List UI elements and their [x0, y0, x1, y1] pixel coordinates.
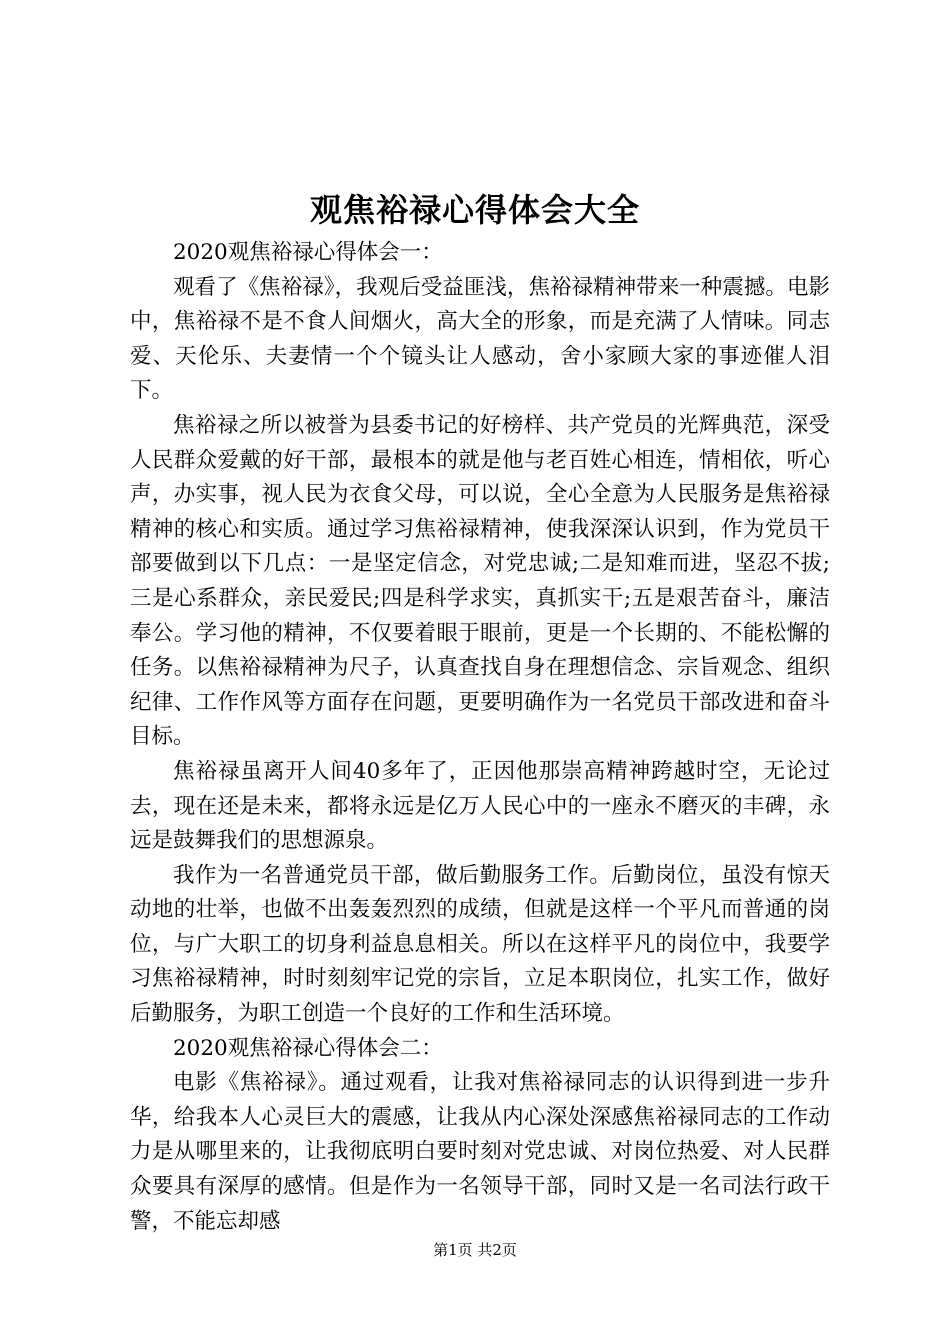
page-number-footer: 第1页 共2页 [433, 1241, 517, 1259]
document-title: 观焦裕禄心得体会大全 [309, 191, 640, 229]
paragraph: 焦裕禄之所以被誉为县委书记的好榜样、共产党员的光辉典范，深受人民群众爱戴的好干部，最根本的就是他与老百姓心相连，情相依，听心声，办实事，视人民为衣食父母，可以说，全心全意为人民服务是焦裕禄精神的核心和实质。通过学习焦裕禄精神，使我深深认识到，作为党员干部要做到以下几点：一是坚定信念，对党忠诚;二是知难而进，坚忍不拔;三是心系群众，亲民爱民;四是科学求实，真抓实干;五是艰苦奋斗，廉洁奉公。学习他的精神，不仅要着眼于眼前，更是一个长期的、不能松懈的任务。以焦裕禄精神为尺子，认真查找自身在理想信念、宗旨观念、组织纪律、工作作风等方面存在问题，更要明确作为一名党员干部改进和奋斗目标。 [130, 412, 830, 750]
paragraph: 焦裕禄虽离开人间40多年了，正因他那崇高精神跨越时空，无论过去，现在还是未来，都将永远是亿万人民心中的一座永不磨灭的丰碑，永远是鼓舞我们的思想源泉。 [130, 758, 830, 854]
document-body [130, 236, 830, 1239]
paragraph: 观看了《焦裕禄》，我观后受益匪浅，焦裕禄精神带来一种震撼。电影中，焦裕禄不是不食人间烟火，高大全的形象，而是充满了人情味。同志爱、天伦乐、夫妻情一个个镜头让人感动，舍小家顾大家的事迹催人泪下。 [130, 274, 830, 404]
section-heading-1: 2020观焦裕禄心得体会一： [173, 240, 443, 265]
section-heading-2: 2020观焦裕禄心得体会二： [173, 1035, 443, 1061]
paragraph: 我作为一名普通党员干部，做后勤服务工作。后勤岗位，虽没有惊天动地的壮举，也做不出轰轰烈烈的成绩，但就是这样一个平凡而普通的岗位，与广大职工的切身利益息息相关。所以在这样平凡的岗位中，我要学习焦裕禄精神，时时刻刻牢记党的宗旨，立足本职岗位，扎实工作，做好后勤服务，为职工创造一个良好的工作和生活环境。 [130, 862, 830, 1027]
paragraph: 电影《焦裕禄》。通过观看，让我对焦裕禄同志的认识得到进一步升华，给我本人心灵巨大的震感，让我从内心深处深感焦裕禄同志的工作动力是从哪里来的，让我彻底明白要时刻对党忠诚、对岗位热爱、对人民群众要具有深厚的感情。但是作为一名领导干部，同时又是一名司法行政干警，不能忘却感 [130, 1070, 830, 1234]
